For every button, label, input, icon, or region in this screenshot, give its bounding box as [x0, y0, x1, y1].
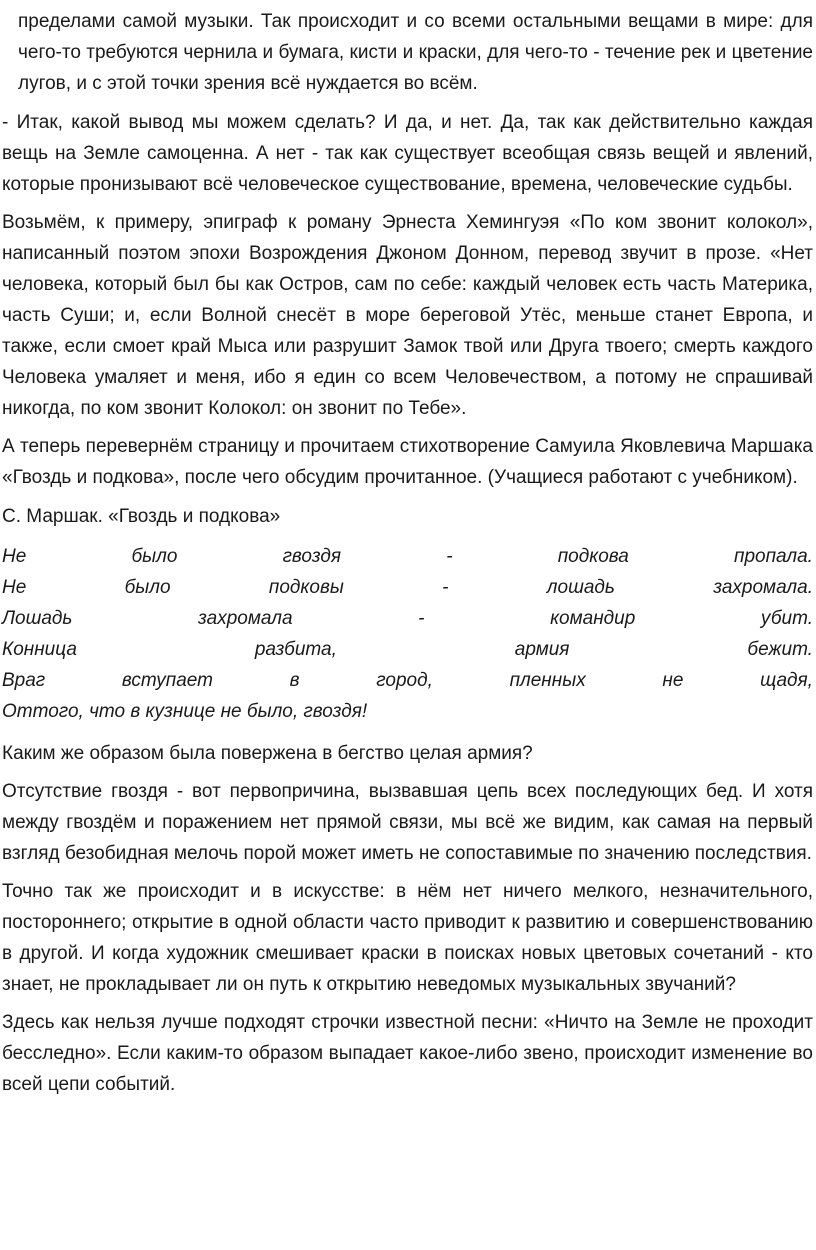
- paragraph-conclusion: - Итак, какой вывод мы можем сделать? И да, и нет. Да, так как действительно каждая вещь на Земле самоценна. А нет - так как существует всеобщая связь вещей и явлений, которые пронизывают всё человеческое существование, времена, человеческие судьбы.: [2, 112, 813, 195]
- poem-word: пленных: [509, 670, 586, 691]
- poem-word: щадя,: [760, 670, 813, 691]
- poem-word: -: [446, 546, 453, 567]
- poem-word: подковы: [268, 577, 344, 598]
- poem-word: Конница: [2, 639, 77, 660]
- question-line: Каким же образом была повержена в бегство целая армия?: [2, 743, 533, 764]
- paragraph-art: Точно так же происходит и в искусстве: в нём нет ничего мелкого, незначительного, постороннего; открытие в одной области часто приводит к развитию и совершенствованию в другой. И когда художник смешивает краски в поисках новых цветовых сочетаний - кто знает, не прокладывает ли он путь к открытию неведомых музыкальных звучаний?: [2, 881, 813, 995]
- poem-word: вступает: [121, 670, 213, 691]
- poem-block: [0, 541, 813, 727]
- poem-line: [2, 572, 813, 603]
- poem-heading: С. Маршак. «Гвоздь и подкова»: [2, 506, 281, 527]
- poem-line: [2, 634, 813, 665]
- poem-word: убит.: [760, 608, 813, 629]
- poem-word: захромала.: [713, 577, 813, 598]
- poem-word: разбита,: [254, 639, 337, 660]
- poem-last-line: [2, 696, 813, 727]
- poem-last-line-text: Оттого, что в кузнице не было, гвоздя!: [2, 701, 368, 722]
- poem-word: -: [418, 608, 425, 629]
- poem-word: захромала: [198, 608, 293, 629]
- poem-word: армия: [514, 639, 570, 660]
- paragraph-epigraph: Возьмём, к примеру, эпиграф к роману Эрнеста Хемингуэя «По ком звонит колокол», написанный поэтом эпохи Возрождения Джоном Донном, перевод звучит в прозе. «Нет человека, который был бы как Остров, сам по себе: каждый человек есть часть Материка, часть Суши; и, если Волной снесёт в море береговой Утёс, меньше станет Европа, и также, если смоет край Мыса или разрушит Замок твой или Друга твоего; смерть каждого Человека умаляет и меня, ибо я един со всем Человечеством, а потому не спрашивай никогда, по ком звонит Колокол: он звонит по Тебе».: [2, 212, 813, 419]
- intro-fragment: пределами самой музыки. Так происходит и со всеми остальными вещами в мире: для чего-то требуются чернила и бумага, кисти и краски, для чего-то - течение рек и цветение лугов, и с этой точки зрения всё нуждается во всём.: [18, 11, 813, 94]
- poem-word: гвоздя: [282, 546, 342, 567]
- poem-word: в: [289, 670, 300, 691]
- poem-word: Не: [2, 577, 27, 598]
- poem-word: было: [131, 546, 178, 567]
- paragraph-cause: Отсутствие гвоздя - вот первопричина, вызвавшая цепь всех последующих бед. И хотя между гвоздём и поражением нет прямой связи, мы всё же видим, как самая на первый взгляд безобидная мелочь порой может иметь не сопоставимые по значению последствия.: [2, 781, 813, 864]
- poem-word: бежит.: [747, 639, 813, 660]
- poem-word: подкова: [557, 546, 629, 567]
- poem-word: город,: [376, 670, 433, 691]
- poem-word: Не: [2, 546, 27, 567]
- poem-word: командир: [550, 608, 636, 629]
- poem-word: было: [124, 577, 171, 598]
- paragraph-turn-page: А теперь перевернём страницу и прочитаем стихотворение Самуила Яковлевича Маршака «Гвоздь и подкова», после чего обсудим прочитанное. (Учащиеся работают с учебником).: [2, 436, 813, 488]
- poem-line: [2, 665, 813, 696]
- poem-word: лошадь: [546, 577, 615, 598]
- poem-word: Лошадь: [2, 608, 73, 629]
- poem-word: -: [442, 577, 449, 598]
- poem-line: [2, 541, 813, 572]
- poem-word: не: [662, 670, 684, 691]
- paragraph-song: Здесь как нельзя лучше подходят строчки известной песни: «Ничто на Земле не проходит бесследно». Если каким-то образом выпадает какое-либо звено, происходит изменение во всей цепи событий.: [2, 1012, 813, 1095]
- poem-word: Враг: [2, 670, 46, 691]
- poem-word: пропала.: [734, 546, 813, 567]
- poem-line: [2, 603, 813, 634]
